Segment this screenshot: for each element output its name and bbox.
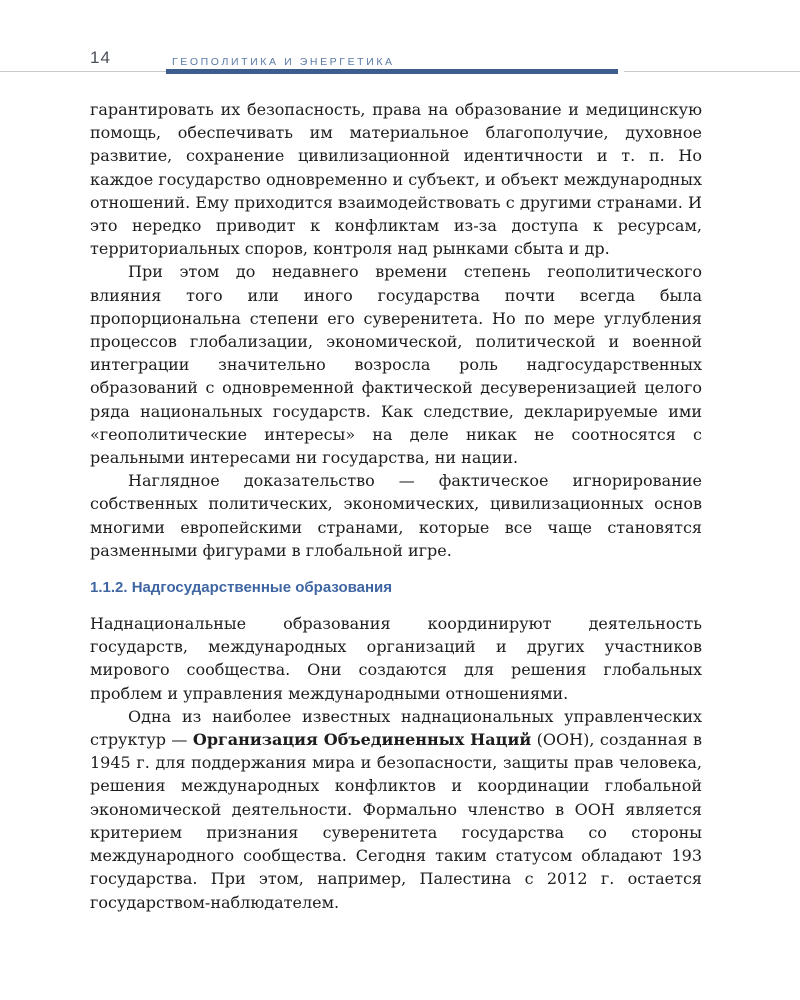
header-rule-left [0, 71, 166, 72]
paragraph-3: Наглядное доказательство — фактическое игнорирование собственных политических, экономических, цивилизационных основ многими европейскими странами, которые все чаще становятся разменными фигурами в глобальной игре. [90, 471, 702, 560]
section-heading: 1.1.2. Надгосударственные образования [90, 579, 392, 597]
page-number: 14 [90, 48, 111, 67]
paragraph-1: гарантировать их безопасность, права на образование и медицинскую помощь, обеспечивать им материальное благополучие, духовное развитие, сохранение цивилизационной идентичности и т. п. Но каждое государство одновременно и субъект, и объект международных отношений. Ему приходится взаимодействовать с другими странами. И это нередко приводит к конфликтам из-за доступа к ресурсам, территориальных споров, контроля над рынками сбыта и др. [90, 100, 702, 259]
paragraph-5-end: (ООН), созданная в 1945 г. для поддержания мира и безопасности, защиты прав человека, решения международных конфликтов и координации глобальной экономической деятельности. Формально членство в ООН является критерием признания суверенитета государства со стороны международного сообщества. Сегодня таким статусом обладают 193 государства. При этом, например, Палестина с 2012 г. остается государством-наблюдателем. [90, 730, 702, 912]
paragraph-5 [90, 705, 702, 914]
paragraph-2: При этом до недавнего времени степень геополитического влияния того или иного государства почти всегда была пропорциональна степени его суверенитета. Но по мере углубления процессов глобализации, экономической, политической и военной интеграции значительно возросла роль надгосударственных образований с одновременной фактической десуверенизацией целого ряда национальных государств. Как следствие, декларируемые ими «геополитические интересы» на деле никак не соотносятся с реальными интересами ни государства, ни нации. [90, 262, 702, 468]
paragraph-5-start: Одна из наиболее известных наднациональных управленческих структур — [90, 706, 702, 750]
running-title: ГЕОПОЛИТИКА И ЭНЕРГЕТИКА [172, 56, 395, 68]
header-rule-right [624, 71, 800, 72]
main-text [90, 98, 702, 914]
page-header [0, 0, 800, 80]
un-term: Организация Объединенных Наций [192, 730, 532, 750]
paragraph-4: Наднациональные образования координируют деятельность государств, международных организаций и других участников мирового сообщества. Они создаются для решения глобальных проблем и управления международными отношениями. [90, 614, 702, 703]
header-accent-bar [166, 69, 618, 74]
